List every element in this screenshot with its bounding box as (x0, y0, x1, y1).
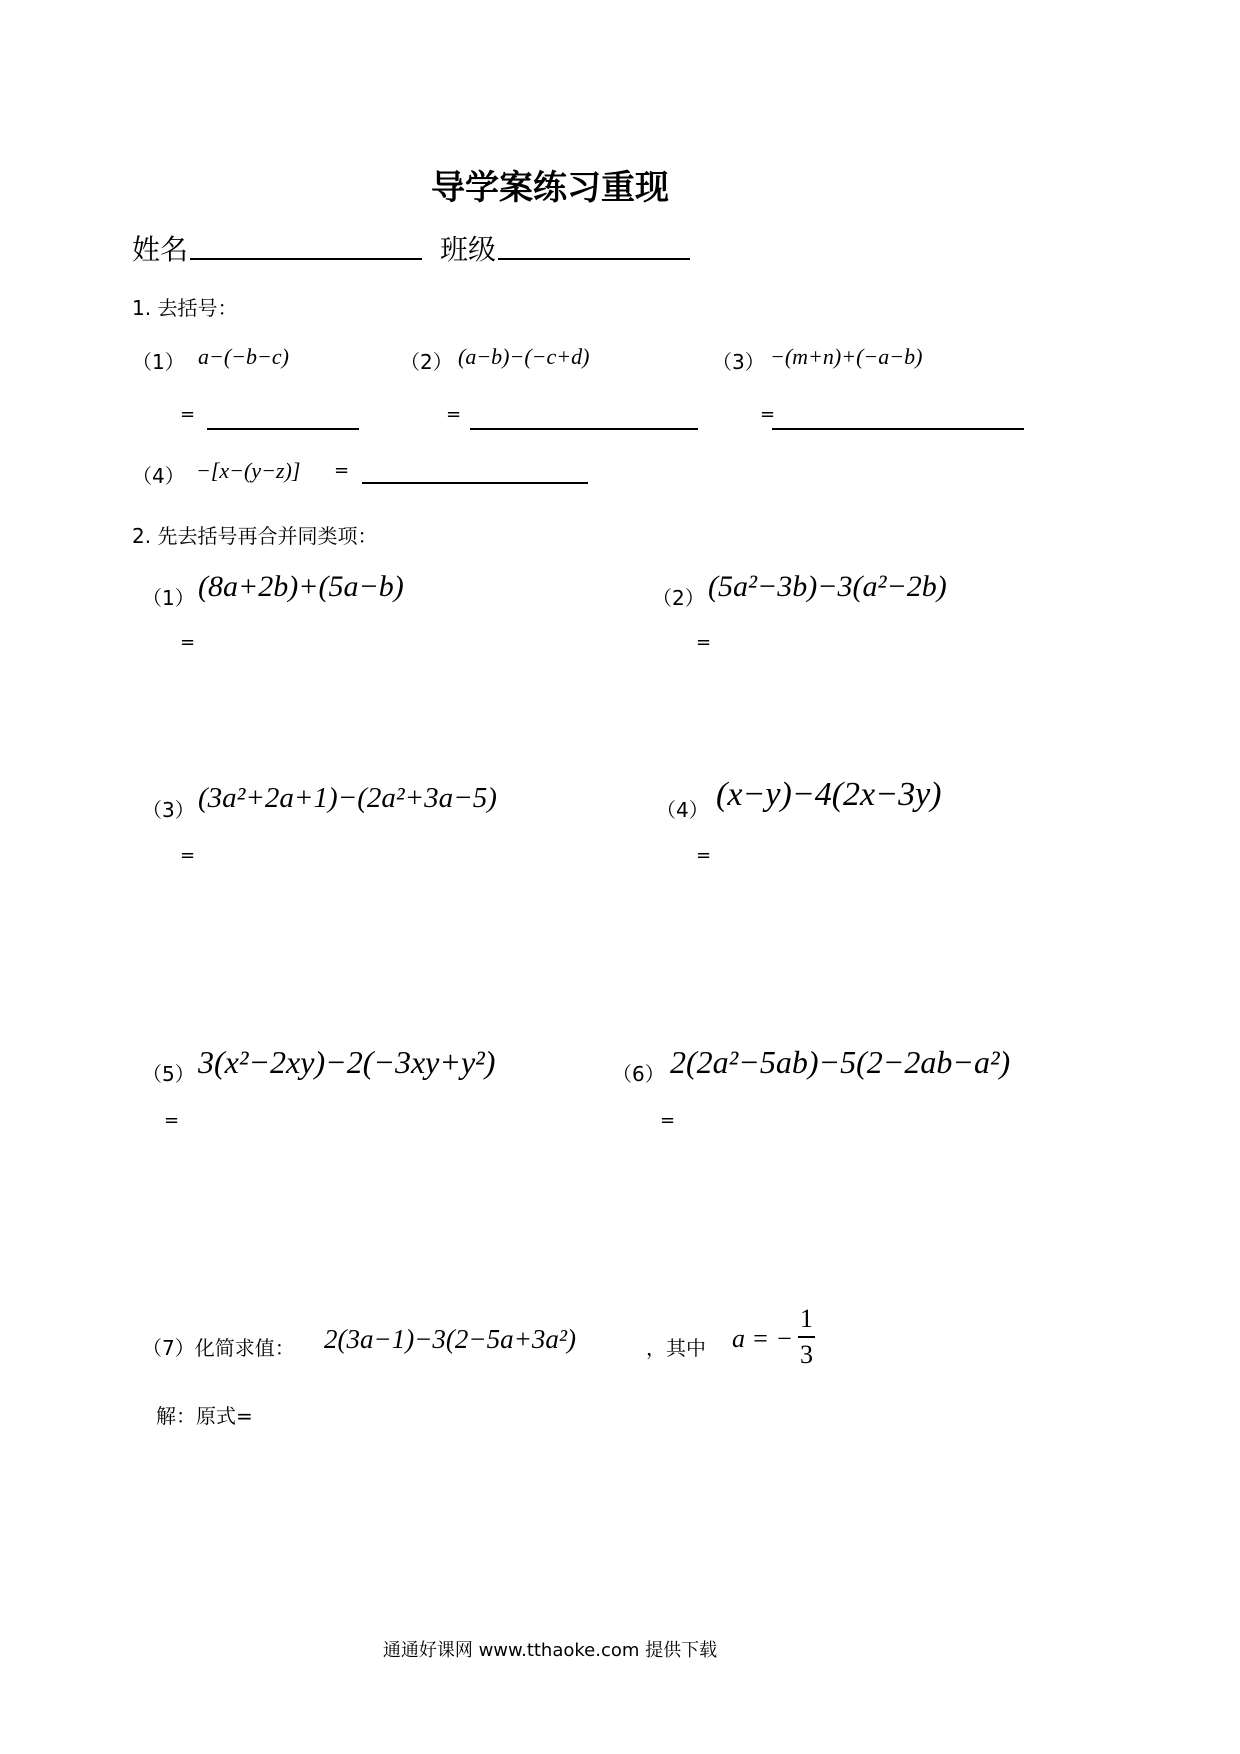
section1-heading: 1. 去括号： (132, 296, 238, 320)
s1-item3-expr: −(m+n)+(−a−b) (770, 344, 923, 369)
s2-item7-expr: 2(3a−1)−3(2−5a+3a²) (324, 1324, 576, 1354)
s2-item1-expr: (8a+2b)+(5a−b) (198, 570, 404, 603)
s1-item2-blank[interactable] (470, 428, 698, 430)
s2-item6-eq: = (660, 1110, 676, 1131)
s2-item3-label: （3） (142, 798, 195, 822)
s2-item7-label: （7）化简求值： (142, 1336, 295, 1360)
name-blank[interactable] (190, 258, 422, 260)
s1-item1-label: （1） (132, 350, 185, 374)
s1-item2-expr: (a−b)−(−c+d) (458, 344, 590, 369)
s2-item1-eq: = (180, 632, 196, 653)
class-label: 班级 (440, 233, 497, 266)
s2-item6-label: （6） (612, 1062, 665, 1086)
s1-item4-blank[interactable] (362, 482, 588, 484)
section2-heading: 2. 先去括号再合并同类项： (132, 524, 378, 548)
s2-item4-eq: = (696, 845, 712, 866)
s2-item6-expr: 2(2a²−5ab)−5(2−2ab−a²) (670, 1044, 1011, 1080)
s1-item2-eq: = (446, 404, 462, 425)
class-blank[interactable] (498, 258, 690, 260)
s2-item2-eq: = (696, 632, 712, 653)
footer-text: 通通好课网 www.tthaoke.com 提供下载 (382, 1640, 718, 1661)
s1-item4-label: （4） (132, 464, 185, 488)
s2-item2-expr: (5a²−3b)−3(a²−2b) (708, 570, 947, 603)
s2-item1-label: （1） (142, 586, 195, 610)
fraction-denominator: 3 (800, 1340, 813, 1369)
s1-item3-blank[interactable] (772, 428, 1024, 430)
page-title: 导学案练习重现 (431, 168, 669, 208)
s2-item7-where: ，其中 (646, 1336, 706, 1360)
s2-item3-expr: (3a²+2a+1)−(2a²+3a−5) (198, 782, 497, 814)
s1-item4-expr: −[x−(y−z)] (196, 458, 301, 483)
s2-item4-expr: (x−y)−4(2x−3y) (716, 776, 942, 813)
s1-item1-expr: a−(−b−c) (198, 344, 289, 369)
s1-item1-blank[interactable] (207, 428, 359, 430)
s1-item3-label: （3） (712, 350, 765, 374)
fraction-bar (798, 1336, 815, 1338)
s1-item3-eq: = (760, 404, 776, 425)
s2-item7-cond: a = − (732, 1324, 794, 1353)
name-label: 姓名 (132, 233, 189, 266)
s1-item1-eq: = (180, 404, 196, 425)
s2-item2-label: （2） (652, 586, 705, 610)
s2-item5-eq: = (164, 1110, 180, 1131)
s2-item3-eq: = (180, 845, 196, 866)
s2-item5-label: （5） (142, 1062, 195, 1086)
s1-item2-label: （2） (400, 350, 453, 374)
s1-item4-eq: = (334, 460, 350, 481)
fraction-numerator: 1 (800, 1304, 813, 1333)
solution-label: 解：原式= (156, 1404, 253, 1428)
s2-item5-expr: 3(x²−2xy)−2(−3xy+y²) (198, 1044, 496, 1080)
s2-item7-fraction (798, 1304, 815, 1370)
s2-item4-label: （4） (656, 798, 709, 822)
